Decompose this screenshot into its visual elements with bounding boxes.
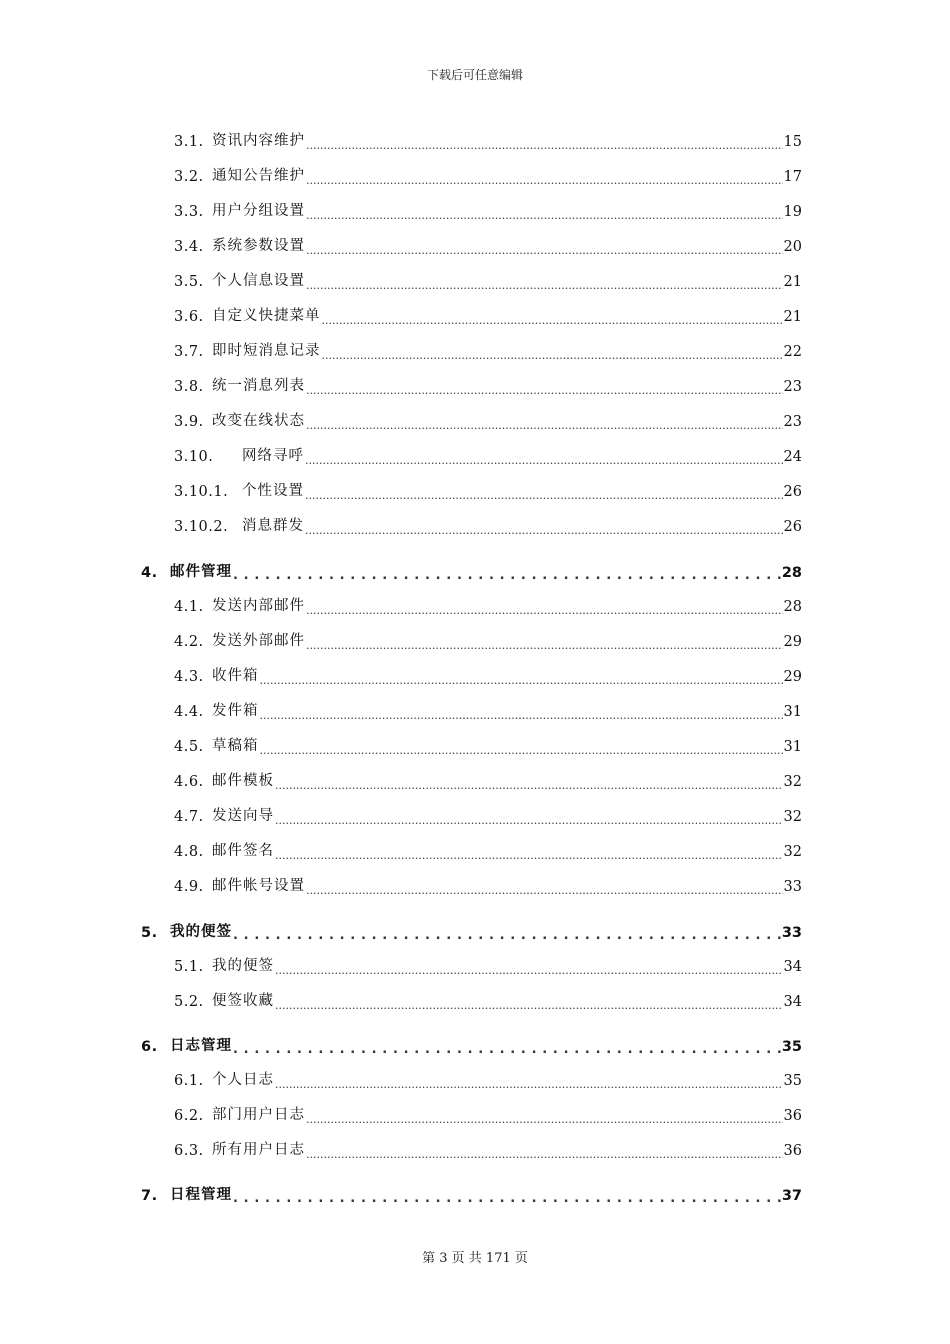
toc-entry-number: 6.2.: [174, 1108, 204, 1124]
toc-chapter[interactable]: [141, 915, 802, 941]
toc-leader-dots: [305, 482, 783, 500]
toc-chapter-number: 5.: [141, 925, 158, 941]
toc-entry-page: 32: [783, 809, 802, 825]
toc-entry-page: 22: [783, 344, 802, 360]
toc-entry[interactable]: [174, 729, 802, 755]
toc-entry-number: 4.7.: [174, 809, 204, 825]
toc-leader-dots: [322, 307, 783, 325]
toc-entry-number: 3.3.: [174, 204, 204, 220]
toc-entry-title: 便签收藏: [212, 993, 274, 1009]
toc-leader-dots: [233, 1037, 781, 1055]
toc-leader-dots: [305, 517, 783, 535]
toc-leader-dots: [306, 272, 783, 290]
toc-leader-dots: [305, 447, 783, 465]
toc-entry-page: 17: [783, 169, 802, 185]
toc-chapter-title: 日程管理: [170, 1187, 232, 1203]
toc-entry-number: 3.5.: [174, 274, 204, 290]
toc-entry-number: 4.6.: [174, 774, 204, 790]
toc-chapter-page: 37: [781, 1188, 802, 1204]
toc-entry[interactable]: [174, 589, 802, 615]
toc-leader-dots: [306, 132, 783, 150]
toc-entry-page: 21: [783, 309, 802, 325]
toc-chapter-number: 7.: [141, 1188, 158, 1204]
toc-entry-page: 33: [783, 879, 802, 895]
toc-entry[interactable]: [174, 369, 802, 395]
toc-entry[interactable]: [174, 124, 802, 150]
toc-leader-dots: [306, 167, 783, 185]
toc-leader-dots: [233, 923, 781, 941]
toc-leader-dots: [260, 737, 783, 755]
toc-entry-number: 3.7.: [174, 344, 204, 360]
toc-entry-title: 用户分组设置: [212, 203, 305, 219]
toc-entry[interactable]: [174, 1063, 802, 1089]
toc-leader-dots: [275, 772, 783, 790]
toc-entry-page: 29: [783, 634, 802, 650]
toc-entry-title: 个人信息设置: [212, 273, 305, 289]
toc-chapter-title: 日志管理: [170, 1038, 232, 1054]
toc-chapter-number: 4.: [141, 565, 158, 581]
toc-leader-dots: [306, 412, 783, 430]
toc-entry[interactable]: [174, 264, 802, 290]
toc-chapter-title: 我的便签: [170, 924, 232, 940]
toc-entry-number: 3.6.: [174, 309, 204, 325]
toc-entry[interactable]: [174, 764, 802, 790]
toc-entry-page: 29: [783, 669, 802, 685]
toc-entry[interactable]: [174, 869, 802, 895]
toc-leader-dots: [275, 992, 783, 1010]
toc-leader-dots: [275, 1071, 783, 1089]
toc-entry-title: 发件箱: [212, 703, 259, 719]
toc-entry[interactable]: [174, 194, 802, 220]
toc-chapter-page: 33: [781, 925, 802, 941]
toc-entry-title: 部门用户日志: [212, 1107, 305, 1123]
toc-chapter-number: 6.: [141, 1039, 158, 1055]
toc-chapter[interactable]: [141, 555, 802, 581]
toc-leader-dots: [275, 842, 783, 860]
toc-entry[interactable]: [174, 1098, 802, 1124]
toc-entry-number: 4.2.: [174, 634, 204, 650]
toc-chapter-page: 28: [781, 565, 802, 581]
toc-chapter-page: 35: [781, 1039, 802, 1055]
toc-entry-title: 通知公告维护: [212, 168, 305, 184]
toc-leader-dots: [306, 877, 783, 895]
toc-chapter-title: 邮件管理: [170, 564, 232, 580]
toc-entry[interactable]: [174, 1133, 802, 1159]
toc-entry-page: 35: [783, 1073, 802, 1089]
toc-entry[interactable]: [174, 299, 802, 325]
toc-entry-number: 4.5.: [174, 739, 204, 755]
toc-entry-page: 31: [783, 704, 802, 720]
toc-entry-page: 15: [783, 134, 802, 150]
toc-entry-title: 邮件帐号设置: [212, 878, 305, 894]
toc-entry-title: 网络寻呼: [242, 448, 304, 464]
toc-entry-title: 自定义快捷菜单: [212, 308, 321, 324]
toc-entry-title: 个性设置: [242, 483, 304, 499]
toc-entry-title: 即时短消息记录: [212, 343, 321, 359]
toc-entry-title: 系统参数设置: [212, 238, 305, 254]
toc-entry-number: 4.1.: [174, 599, 204, 615]
page-footer: 第 3 页 共 171 页: [422, 1251, 528, 1266]
toc-leader-dots: [306, 632, 783, 650]
toc-entry-number: 3.10.2.: [174, 519, 229, 535]
toc-entry-title: 资讯内容维护: [212, 133, 305, 149]
toc-leader-dots: [233, 563, 781, 581]
toc-entry-title: 邮件模板: [212, 773, 274, 789]
toc-entry-page: 24: [783, 449, 802, 465]
toc-entry-page: 28: [783, 599, 802, 615]
toc-entry-page: 36: [783, 1143, 802, 1159]
toc-leader-dots: [306, 597, 783, 615]
toc-entry-page: 21: [783, 274, 802, 290]
toc-entry-number: 4.8.: [174, 844, 204, 860]
toc-entry-title: 草稿箱: [212, 738, 259, 754]
toc-entry[interactable]: [174, 949, 802, 975]
toc-entry-number: 6.1.: [174, 1073, 204, 1089]
toc-entry-number: 3.2.: [174, 169, 204, 185]
toc-entry[interactable]: [174, 404, 802, 430]
toc-entry-page: 20: [783, 239, 802, 255]
toc-entry-title: 我的便签: [212, 958, 274, 974]
toc-entry-number: 4.3.: [174, 669, 204, 685]
toc-entry-number: 5.2.: [174, 994, 204, 1010]
toc-entry-title: 统一消息列表: [212, 378, 305, 394]
toc-entry-page: 32: [783, 844, 802, 860]
toc-entry[interactable]: [174, 229, 802, 255]
toc-entry-title: 个人日志: [212, 1072, 274, 1088]
toc-entry-number: 4.4.: [174, 704, 204, 720]
toc-entry-page: 34: [783, 994, 802, 1010]
toc-entry-title: 所有用户日志: [212, 1142, 305, 1158]
toc-leader-dots: [306, 377, 783, 395]
toc-leader-dots: [260, 702, 783, 720]
toc-entry[interactable]: [174, 624, 802, 650]
toc-entry-page: 31: [783, 739, 802, 755]
toc-entry-title: 收件箱: [212, 668, 259, 684]
toc-entry[interactable]: [174, 834, 802, 860]
toc-entry-title: 改变在线状态: [212, 413, 305, 429]
toc-entry-title: 发送向导: [212, 808, 274, 824]
toc-leader-dots: [306, 1141, 783, 1159]
page-header: 下载后可任意编辑: [426, 68, 523, 82]
toc-leader-dots: [275, 957, 783, 975]
toc-entry-number: 3.10.: [174, 449, 214, 465]
toc-entry[interactable]: [174, 984, 802, 1010]
toc-leader-dots: [306, 202, 783, 220]
toc-entry[interactable]: [174, 159, 802, 185]
toc-leader-dots: [233, 1186, 781, 1204]
toc-leader-dots: [306, 237, 783, 255]
toc-entry[interactable]: [174, 694, 802, 720]
toc-entry-page: 23: [783, 414, 802, 430]
toc-leader-dots: [306, 1106, 783, 1124]
toc-entry-page: 36: [783, 1108, 802, 1124]
toc-leader-dots: [322, 342, 783, 360]
toc-entry[interactable]: [174, 659, 802, 685]
toc-entry-title: 邮件签名: [212, 843, 274, 859]
toc-entry[interactable]: [174, 474, 802, 500]
toc-entry[interactable]: [174, 334, 802, 360]
toc-entry[interactable]: [174, 439, 802, 465]
toc-chapter[interactable]: [141, 1178, 802, 1204]
toc-entry-title: 发送内部邮件: [212, 598, 305, 614]
toc-entry-number: 3.9.: [174, 414, 204, 430]
toc-entry-number: 3.4.: [174, 239, 204, 255]
toc-entry-page: 34: [783, 959, 802, 975]
toc-leader-dots: [275, 807, 783, 825]
toc-entry-number: 6.3.: [174, 1143, 204, 1159]
toc-entry-page: 23: [783, 379, 802, 395]
toc-entry-number: 3.10.1.: [174, 484, 229, 500]
toc-entry-page: 19: [783, 204, 802, 220]
toc-entry-number: 3.1.: [174, 134, 204, 150]
toc-entry-title: 发送外部邮件: [212, 633, 305, 649]
toc-entry-number: 5.1.: [174, 959, 204, 975]
toc-entry-number: 3.8.: [174, 379, 204, 395]
toc-chapter[interactable]: [141, 1029, 802, 1055]
toc-entry-page: 26: [783, 484, 802, 500]
toc-leader-dots: [260, 667, 783, 685]
toc-entry-title: 消息群发: [242, 518, 304, 534]
toc-entry[interactable]: [174, 509, 802, 535]
toc-entry-number: 4.9.: [174, 879, 204, 895]
toc-entry-page: 26: [783, 519, 802, 535]
toc-entry[interactable]: [174, 799, 802, 825]
toc-entry-page: 32: [783, 774, 802, 790]
